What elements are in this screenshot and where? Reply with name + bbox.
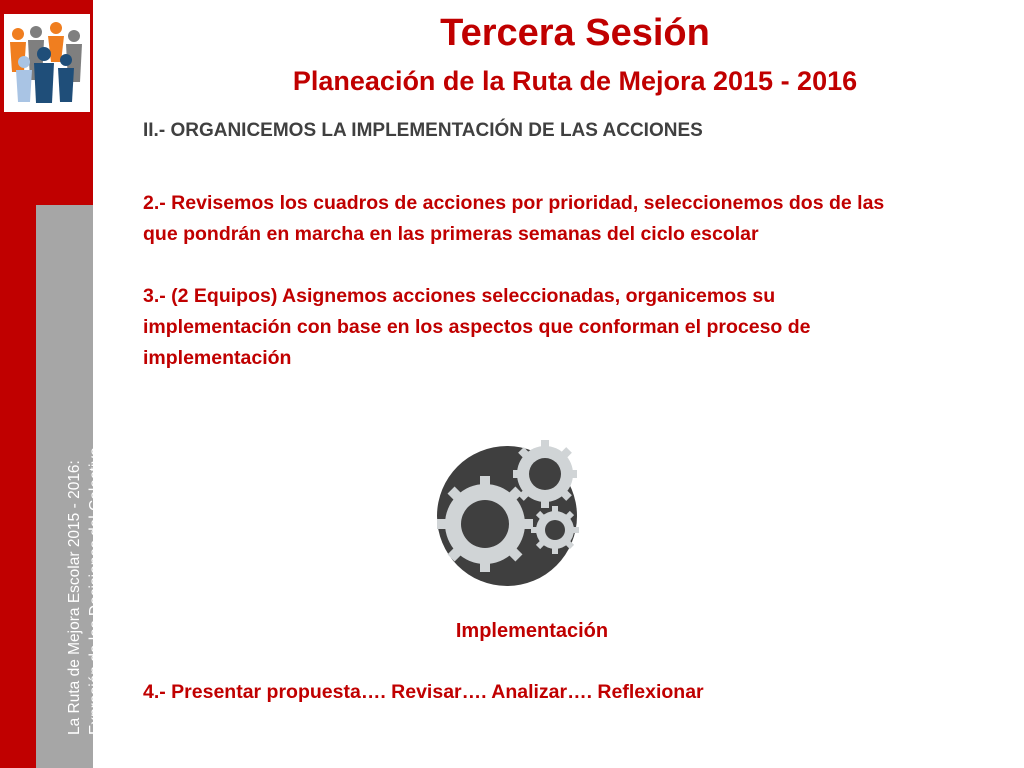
slide-title: Tercera Sesión <box>440 12 710 54</box>
sidebar-caption-line-1: La Ruta de Mejora Escolar 2015 - 2016: <box>66 460 83 735</box>
paragraph-step-4: 4.- Presentar propuesta…. Revisar…. Analizar…. Reflexionar <box>143 681 704 703</box>
gear-caption: Implementación <box>455 620 609 642</box>
paragraph-step-3: 3.- (2 Equipos) Asignemos acciones seleccionadas, organicemos su implementación con base en los aspectos que conforman el proceso de implementación <box>143 285 811 369</box>
sidebar-caption-line-2: Expresión de las Decisiones del Colectivo <box>87 447 104 735</box>
people-group-icon <box>4 14 90 112</box>
sidebar-vertical-caption <box>64 375 106 735</box>
paragraph-step-2: 2.- Revisemos los cuadros de acciones por prioridad, seleccionemos dos de las que pondrán en marcha en las primeras semanas del ciclo escolar <box>143 192 885 245</box>
gears-icon <box>437 440 587 590</box>
slide-subtitle: Planeación de la Ruta de Mejora 2015 - 2016 <box>292 66 858 96</box>
section-heading: II.- ORGANICEMOS LA IMPLEMENTACIÓN DE LAS ACCIONES <box>143 120 703 141</box>
